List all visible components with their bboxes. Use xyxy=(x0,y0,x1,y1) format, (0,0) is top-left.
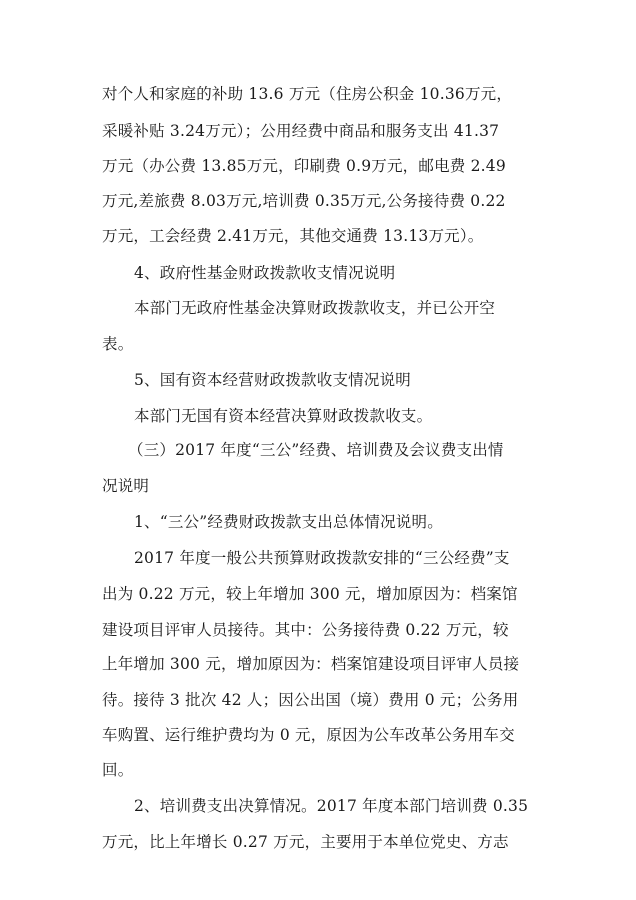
section-heading: 况说明 xyxy=(102,477,150,495)
text-line: 回。 xyxy=(102,761,134,779)
text-line: 本部门无国有资本经营决算财政拨款收支。 xyxy=(134,407,433,425)
text-line: 车购置、运行维护费均为 0 元，原因为公车改革公务用车交 xyxy=(102,726,515,744)
text-line: 表。 xyxy=(102,335,134,353)
text-line: 建设项目评审人员接待。其中：公务接待费 0.22 万元，较 xyxy=(102,621,509,639)
section-heading: （三）2017 年度“三公”经费、培训费及会议费支出情 xyxy=(128,441,504,459)
text-line: 上年增加 300 元，增加原因为：档案馆建设项目评审人员接 xyxy=(102,655,520,673)
section-heading: 2、培训费支出决算情况。2017 年度本部门培训费 0.35 xyxy=(134,797,529,815)
text-line: 对个人和家庭的补助 13.6 万元（住房公积金 10.36万元， xyxy=(102,85,513,103)
text-line: 万元,差旅费 8.03万元,培训费 0.35万元,公务接待费 0.22 xyxy=(102,192,506,210)
text-line: 本部门无政府性基金决算财政拨款收支，并已公开空 xyxy=(134,299,496,317)
text-line: 万元，工会经费 2.41万元，其他交通费 13.13万元）。 xyxy=(102,227,484,245)
section-heading: 4、政府性基金财政拨款收支情况说明 xyxy=(134,264,396,282)
text-line: 出为 0.22 万元，较上年增加 300 元，增加原因为：档案馆 xyxy=(102,585,518,603)
text-line: 2017 年度一般公共预算财政拨款安排的“三公经费”支 xyxy=(134,549,510,567)
section-heading: 1、“三公”经费财政拨款支出总体情况说明。 xyxy=(134,513,443,531)
text-line: 采暖补贴 3.24万元）；公用经费中商品和服务支出 41.37 xyxy=(102,122,500,140)
text-line: 万元（办公费 13.85万元，印刷费 0.9万元，邮电费 2.49 xyxy=(102,157,506,175)
text-line: 万元，比上年增长 0.27 万元，主要用于本单位党史、方志 xyxy=(102,833,509,851)
text-line: 待。接待 3 批次 42 人；因公出国（境）费用 0 元；公务用 xyxy=(102,691,519,709)
section-heading: 5、国有资本经营财政拨款收支情况说明 xyxy=(134,371,411,389)
